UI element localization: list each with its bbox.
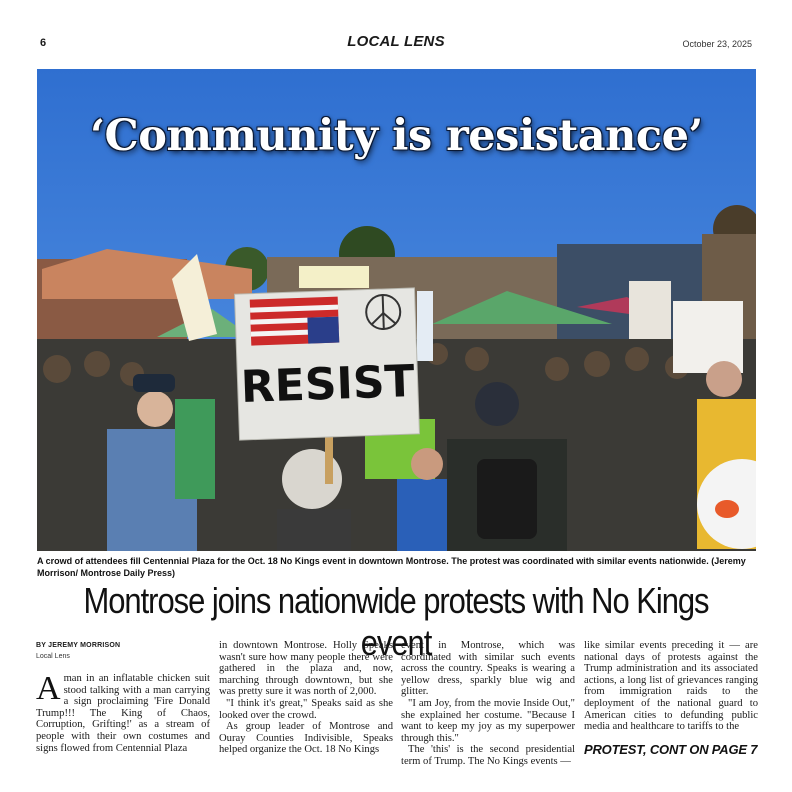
section-title: LOCAL LENS [347, 33, 445, 50]
paragraph: man in an inflatable chicken suit stood talking with a man carrying a sign proclaiming 'Fire Donald Trump!!! The King of Chaos, Corruption, Grifting!' as a stream of people with their own costumes and signs flowed from Centennial Plaza [36, 673, 210, 754]
drop-cap: A [36, 670, 61, 707]
article-column-4 [584, 640, 758, 733]
paragraph: event in Montrose, which was coordinated with similar such events across the country. Speaks is wearing a yellow dress, sparkly blue wig and glitter. [401, 640, 575, 698]
byline-organization: Local Lens [36, 653, 70, 660]
paragraph: As group leader of Montrose and Ouray Counties Indivisible, Speaks helped organize the Oct. 18 No Kings [219, 721, 393, 756]
paragraph: The 'this' is the second presidential term of Trump. The No Kings events — [401, 744, 575, 767]
paragraph: in downtown Montrose. Holly Speaks wasn't sure how many people there were gathered in the plaza and, now, marching through downtown, but she was pretty sure it was north of 2,000. [219, 640, 393, 698]
article-column-1 [36, 670, 210, 754]
byline: BY JEREMY MORRISON [36, 642, 121, 649]
article-headline: Montrose joins nationwide protests with No Kings event [83, 580, 709, 663]
paragraph: "I am Joy, from the movie Inside Out," she explained her costume. "Because I want to keep my joy as my superpower through this." [401, 697, 575, 744]
resist-sign-text: RESIST [240, 355, 416, 414]
paragraph: like similar events preceding it — are national days of protests against the Trump administration and its associated actions, a long list of grievances ranging from immigration raids to the deployment of the national guard to American cities to defunding public media and healthcare to tariffs to the [584, 640, 758, 733]
article-column-2 [219, 640, 393, 756]
continuation-link[interactable]: PROTEST, CONT ON PAGE 7 [584, 742, 758, 757]
photo-title-overlay: ‘Community is resistance’ [90, 111, 703, 161]
page-number: 6 [40, 37, 47, 49]
lead-photo [37, 69, 756, 551]
article-column-3 [401, 640, 575, 768]
photo-caption: A crowd of attendees fill Centennial Plaza for the Oct. 18 No Kings event in downtown Montrose. The protest was coordinated with similar events nationwide. (Jeremy Morrison/ Montrose Daily Press) [37, 556, 746, 578]
issue-date: October 23, 2025 [682, 39, 752, 49]
paragraph: "I think it's great," Speaks said as she looked over the crowd. [219, 697, 393, 721]
